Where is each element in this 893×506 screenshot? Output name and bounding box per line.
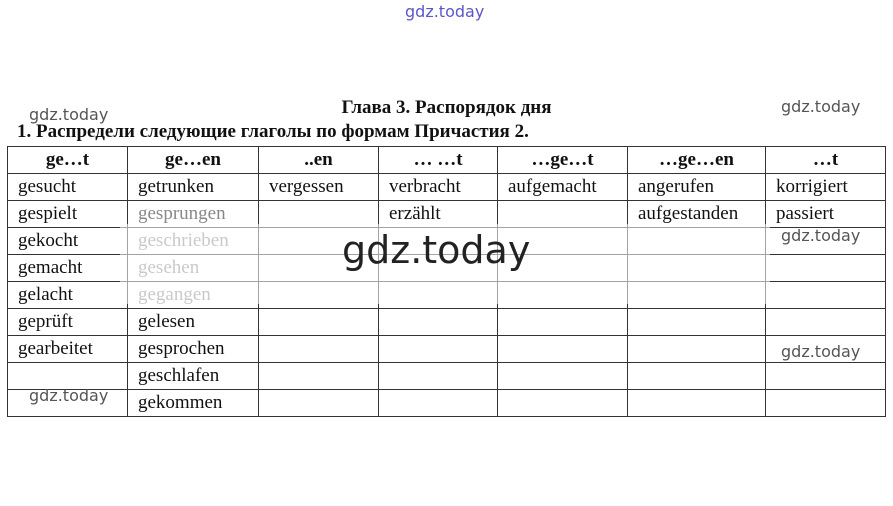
task-title: 1. Распредели следующие глаголы по формам Причастия 2. bbox=[17, 121, 529, 142]
column-header: ge…en bbox=[128, 147, 259, 174]
column-header: ..en bbox=[259, 147, 379, 174]
table-cell bbox=[628, 309, 766, 336]
table-cell bbox=[628, 363, 766, 390]
watermark-bottom-left: gdz.today bbox=[29, 386, 109, 405]
table-cell bbox=[766, 390, 886, 417]
table-cell: gespielt bbox=[8, 201, 128, 228]
table-cell bbox=[379, 336, 498, 363]
table-cell bbox=[259, 363, 379, 390]
watermark-right-mid: gdz.today bbox=[781, 226, 861, 245]
table-cell: geschlafen bbox=[128, 363, 259, 390]
table-cell: gesucht bbox=[8, 174, 128, 201]
table-cell: aufgemacht bbox=[498, 174, 628, 201]
table-cell bbox=[379, 390, 498, 417]
table-cell: angerufen bbox=[628, 174, 766, 201]
table-cell: passiert bbox=[766, 201, 886, 228]
column-header: …ge…t bbox=[498, 147, 628, 174]
table-header-row bbox=[8, 147, 886, 174]
table-row bbox=[8, 174, 886, 201]
table-cell bbox=[766, 309, 886, 336]
table-cell: korrigiert bbox=[766, 174, 886, 201]
table-cell bbox=[259, 336, 379, 363]
table-cell: gearbeitet bbox=[8, 336, 128, 363]
table-cell: gemacht bbox=[8, 255, 128, 282]
table-cell: gesprochen bbox=[128, 336, 259, 363]
column-header: … …t bbox=[379, 147, 498, 174]
table-cell bbox=[766, 363, 886, 390]
table-cell bbox=[498, 336, 628, 363]
table-cell bbox=[498, 390, 628, 417]
table-cell: gesprungen bbox=[128, 201, 259, 228]
table-cell: getrunken bbox=[128, 174, 259, 201]
column-header: ge…t bbox=[8, 147, 128, 174]
column-header: …t bbox=[766, 147, 886, 174]
watermark-top: gdz.today bbox=[405, 2, 485, 21]
table-cell: vergessen bbox=[259, 174, 379, 201]
table-row bbox=[8, 390, 886, 417]
watermark-center: gdz.today bbox=[342, 228, 531, 272]
table-cell: erzählt bbox=[379, 201, 498, 228]
table-row bbox=[8, 363, 886, 390]
table-cell bbox=[628, 390, 766, 417]
table-cell: geprüft bbox=[8, 309, 128, 336]
table-row bbox=[8, 309, 886, 336]
table-cell bbox=[498, 309, 628, 336]
table-row bbox=[8, 336, 886, 363]
watermark-top-left: gdz.today bbox=[29, 105, 109, 124]
table-cell: gelacht bbox=[8, 282, 128, 309]
table-cell bbox=[766, 282, 886, 309]
chapter-title: Глава 3. Распорядок дня bbox=[341, 97, 552, 118]
table-cell: gekocht bbox=[8, 228, 128, 255]
table-cell bbox=[259, 390, 379, 417]
table-cell: aufgestanden bbox=[628, 201, 766, 228]
table-cell: verbracht bbox=[379, 174, 498, 201]
table-cell bbox=[379, 309, 498, 336]
table-cell bbox=[259, 309, 379, 336]
table-cell bbox=[766, 255, 886, 282]
table-cell bbox=[379, 363, 498, 390]
table-cell bbox=[498, 363, 628, 390]
watermark-right-low: gdz.today bbox=[781, 342, 861, 361]
column-header: …ge…en bbox=[628, 147, 766, 174]
table-cell bbox=[628, 336, 766, 363]
table-cell: gelesen bbox=[128, 309, 259, 336]
watermark-top-right: gdz.today bbox=[781, 97, 861, 116]
table-cell: gekommen bbox=[128, 390, 259, 417]
